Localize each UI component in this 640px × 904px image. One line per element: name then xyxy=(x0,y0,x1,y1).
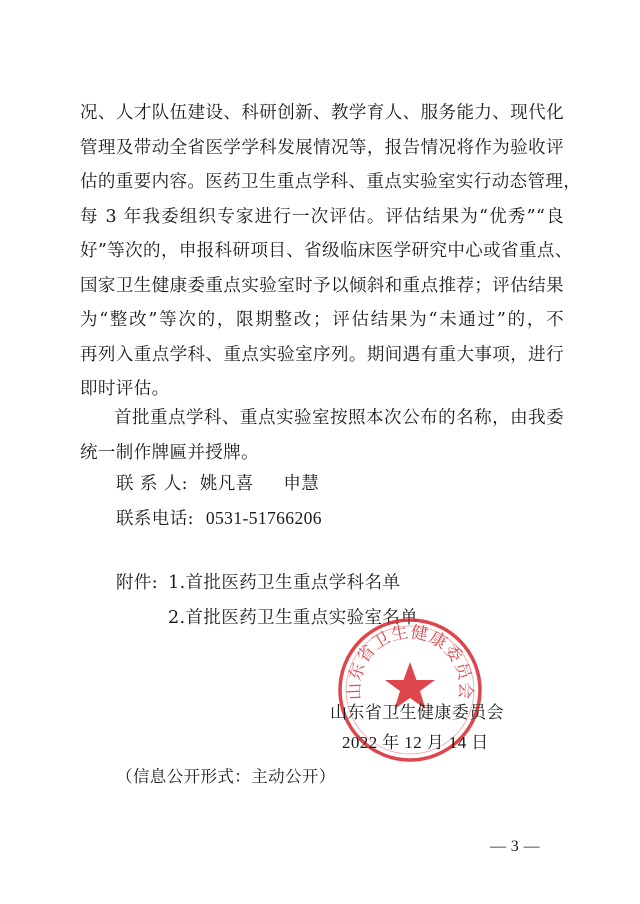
contact-phone xyxy=(116,505,322,530)
disclosure-note: （信息公开形式：主动公开） xyxy=(116,767,336,786)
text-line: 国家卫生健康委重点实验室时予以倾斜和重点推荐；评估结果 xyxy=(80,275,564,296)
phone-label: 联系电话: xyxy=(116,509,194,529)
text-line: 即时评估。 xyxy=(80,379,170,399)
text-line: 首批重点学科、重点实验室按照本次公布的名称，由我委 xyxy=(114,408,564,428)
phone-number: 0531-51766206 xyxy=(205,508,322,528)
signing-organization: 山东省卫生健康委员会 xyxy=(330,703,504,723)
body-paragraph-2 xyxy=(80,401,564,470)
contact-names: 姚凡喜 申慧 xyxy=(199,474,320,494)
text-line: 统一制作牌匾并授牌。 xyxy=(80,442,259,463)
seal-text: 山东省卫生健康委员会 xyxy=(344,622,476,701)
page-number: — 3 — xyxy=(490,838,540,855)
contact-person xyxy=(116,470,319,495)
text-line: 估的重要内容。医药卫生重点学科、重点实验室实行动态管理， xyxy=(80,172,582,192)
attachment-item: 1.首批医药卫生重点学科名单 xyxy=(168,573,401,593)
attachment-item: 2.首批医药卫生重点实验室名单 xyxy=(168,608,419,628)
text-line: 管理及带动全省医学学科发展情况等，报告情况将作为验收评 xyxy=(80,137,564,158)
text-line: 好”等次的，申报科研项目、省级临床医学研究中心或省重点、 xyxy=(80,241,573,261)
signing-date: 2022 年 12 月 14 日 xyxy=(342,733,489,752)
text-line: 每 3 年我委组织专家进行一次评估。评估结果为“优秀”“良 xyxy=(80,206,564,227)
body-paragraph-1 xyxy=(80,96,582,407)
attachments-label: 附件: xyxy=(116,573,159,593)
text-line: 况、人才队伍建设、科研创新、教学育人、服务能力、现代化 xyxy=(80,103,564,123)
attachments-line-1 xyxy=(116,569,400,594)
text-line: 再列入重点学科、重点实验室序列。期间遇有重大事项，进行 xyxy=(80,344,564,365)
contact-label: 联 系 人: xyxy=(116,474,188,494)
text-line: 为“整改”等次的，限期整改；评估结果为“未通过”的，不 xyxy=(80,310,564,330)
